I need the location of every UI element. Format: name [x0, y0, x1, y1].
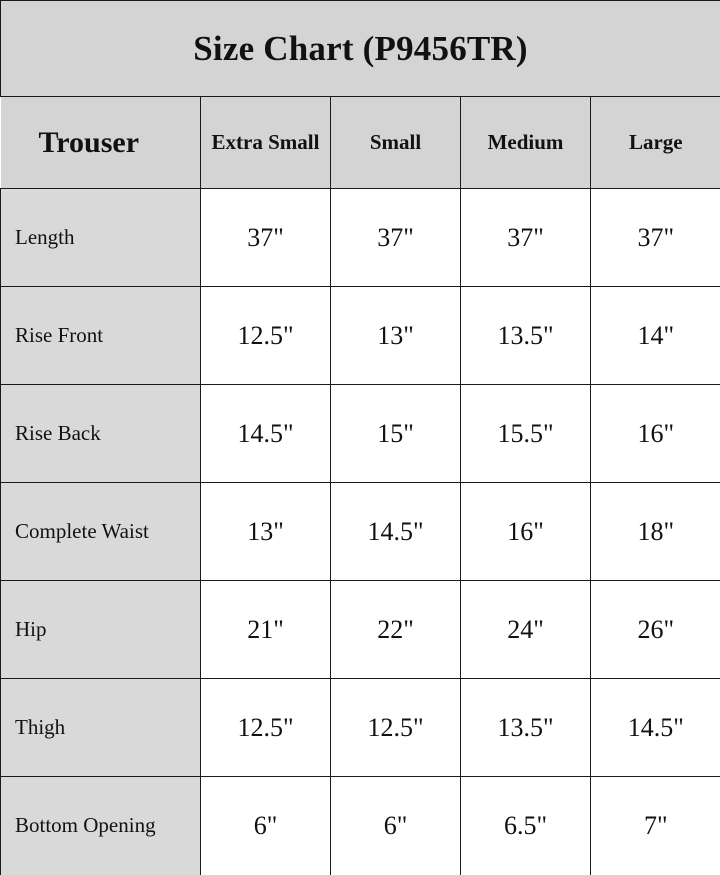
cell-rise-back-large: 16" — [591, 385, 720, 483]
cell-hip-extra-small: 21" — [201, 581, 331, 679]
cell-rise-front-medium: 13.5" — [461, 287, 591, 385]
cell-rise-front-small: 13" — [331, 287, 461, 385]
row-label-length: Length — [1, 189, 201, 287]
cell-thigh-small: 12.5" — [331, 679, 461, 777]
cell-hip-small: 22" — [331, 581, 461, 679]
row-label-complete-waist: Complete Waist — [1, 483, 201, 581]
cell-complete-waist-extra-small: 13" — [201, 483, 331, 581]
cell-thigh-large: 14.5" — [591, 679, 720, 777]
cell-rise-front-extra-small: 12.5" — [201, 287, 331, 385]
cell-length-small: 37" — [331, 189, 461, 287]
chart-title: Size Chart (P9456TR) — [1, 1, 720, 97]
table-row — [1, 581, 720, 679]
table-row — [1, 483, 720, 581]
row-label-rise-front: Rise Front — [1, 287, 201, 385]
cell-length-large: 37" — [591, 189, 720, 287]
table-row — [1, 189, 720, 287]
cell-hip-large: 26" — [591, 581, 720, 679]
cell-thigh-extra-small: 12.5" — [201, 679, 331, 777]
table-row — [1, 777, 720, 875]
title-row — [1, 1, 720, 97]
cell-complete-waist-medium: 16" — [461, 483, 591, 581]
cell-rise-back-extra-small: 14.5" — [201, 385, 331, 483]
cell-rise-back-medium: 15.5" — [461, 385, 591, 483]
header-row — [1, 97, 720, 189]
row-header-label: Trouser — [1, 97, 201, 189]
column-header-extra-small: Extra Small — [201, 97, 331, 189]
cell-thigh-medium: 13.5" — [461, 679, 591, 777]
cell-bottom-opening-small: 6" — [331, 777, 461, 875]
table-row — [1, 385, 720, 483]
column-header-large: Large — [591, 97, 720, 189]
cell-length-medium: 37" — [461, 189, 591, 287]
cell-bottom-opening-medium: 6.5" — [461, 777, 591, 875]
cell-complete-waist-large: 18" — [591, 483, 720, 581]
column-header-medium: Medium — [461, 97, 591, 189]
cell-length-extra-small: 37" — [201, 189, 331, 287]
cell-complete-waist-small: 14.5" — [331, 483, 461, 581]
row-label-bottom-opening: Bottom Opening — [1, 777, 201, 875]
column-header-small: Small — [331, 97, 461, 189]
cell-bottom-opening-large: 7" — [591, 777, 720, 875]
cell-rise-front-large: 14" — [591, 287, 720, 385]
cell-hip-medium: 24" — [461, 581, 591, 679]
row-label-hip: Hip — [1, 581, 201, 679]
row-label-thigh: Thigh — [1, 679, 201, 777]
table-row — [1, 679, 720, 777]
row-label-rise-back: Rise Back — [1, 385, 201, 483]
table-row — [1, 287, 720, 385]
cell-rise-back-small: 15" — [331, 385, 461, 483]
cell-bottom-opening-extra-small: 6" — [201, 777, 331, 875]
table-body — [1, 189, 720, 875]
